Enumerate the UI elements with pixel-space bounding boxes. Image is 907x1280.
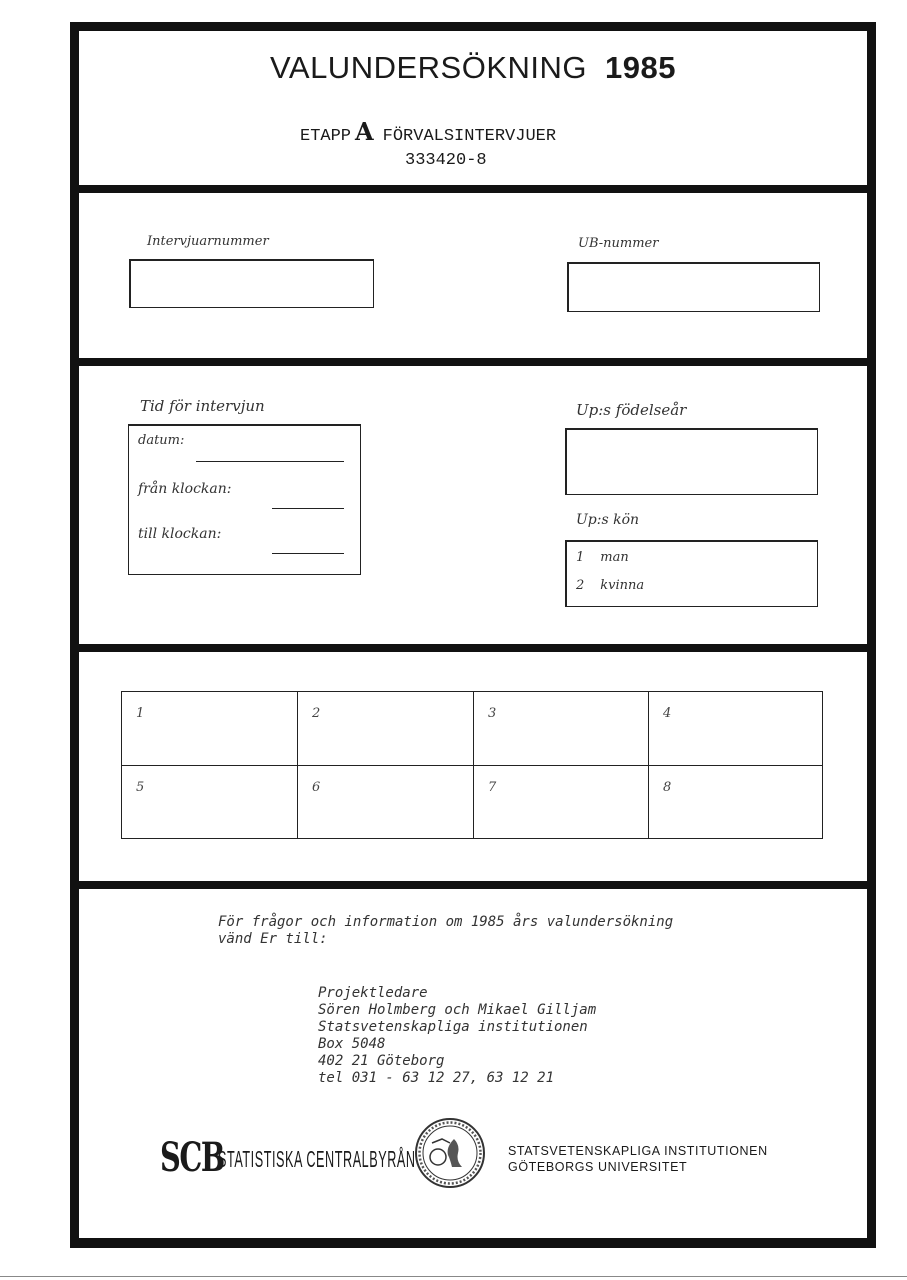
grid-cell-number: 5 (136, 780, 145, 795)
birth-year-field[interactable] (565, 428, 818, 495)
institution-line: GÖTEBORGS UNIVERSITET (508, 1160, 688, 1174)
stage-name: FÖRVALSINTERVJUER (382, 127, 557, 146)
sex-label: Up:s kön (576, 512, 640, 528)
grid-cell[interactable] (122, 766, 298, 838)
contact-phone: tel 031 - 63 12 27, 63 12 21 (318, 1070, 555, 1086)
scb-logo: SCB (160, 1134, 224, 1181)
institution-name (508, 1143, 768, 1175)
grid-cell-number: 6 (312, 780, 321, 795)
grid-cell[interactable] (649, 766, 822, 838)
from-time-field[interactable] (272, 508, 344, 509)
institution-line: STATSVETENSKAPLIGA INSTITUTIONEN (508, 1144, 768, 1158)
interviewer-number-label: Intervjuarnummer (147, 234, 269, 249)
sex-option-female-number: 2 (576, 578, 585, 593)
contact-role: Projektledare (318, 985, 428, 1001)
contact-intro-line: vänd Er till: (218, 931, 328, 947)
contact-address (318, 985, 596, 1087)
grid-cell-number: 3 (488, 706, 497, 721)
title-year: 1985 (605, 50, 676, 85)
contact-intro-line: För frågor och information om 1985 års valundersökning (218, 914, 674, 930)
birth-year-label: Up:s födelseår (576, 401, 687, 419)
ub-number-field[interactable] (567, 262, 820, 312)
contact-intro (218, 914, 673, 948)
grid-cell-number: 2 (312, 706, 321, 721)
to-time-field[interactable] (272, 553, 344, 554)
section-divider (70, 644, 876, 652)
form-code: 333420-8 (405, 151, 487, 170)
to-time-label: till klockan: (138, 526, 222, 542)
grid-cell-number: 7 (488, 780, 497, 795)
grid-cell[interactable] (298, 766, 474, 838)
grid-cell[interactable] (474, 692, 649, 766)
sex-option-male-label: man (600, 550, 629, 565)
scb-name: STATISTISKA CENTRALBYRÅN (218, 1146, 416, 1172)
interviewer-number-field[interactable] (129, 259, 374, 308)
stage-line (300, 117, 556, 146)
sex-option-male-number: 1 (576, 550, 585, 565)
date-field[interactable] (196, 461, 344, 462)
sex-option-female-label: kvinna (600, 578, 645, 593)
stage-prefix: ETAPP (300, 127, 352, 146)
form-title (79, 50, 867, 86)
interview-time-label: Tid för intervjun (140, 397, 265, 415)
contact-city: 402 21 Göteborg (318, 1053, 445, 1069)
contact-box: Box 5048 (318, 1036, 386, 1052)
page-edge-line (0, 1276, 907, 1277)
grid-cell-number: 4 (663, 706, 672, 721)
grid-cell[interactable] (122, 692, 298, 766)
contact-department: Statsvetenskapliga institutionen (318, 1019, 588, 1035)
ub-number-label: UB-nummer (578, 236, 659, 251)
numbered-grid (121, 691, 823, 839)
section-divider (70, 358, 876, 366)
section-divider (70, 185, 876, 193)
date-label: datum: (138, 433, 185, 448)
grid-cell[interactable] (298, 692, 474, 766)
grid-cell-number: 1 (136, 706, 145, 721)
section-divider (70, 881, 876, 889)
grid-cell-number: 8 (663, 780, 672, 795)
sex-option-male[interactable] (576, 550, 629, 565)
contact-names: Sören Holmberg och Mikael Gilljam (318, 1002, 597, 1018)
from-time-label: från klockan: (138, 481, 232, 497)
stage-letter: A (355, 117, 374, 146)
grid-cell[interactable] (649, 692, 822, 766)
sex-option-female[interactable] (576, 578, 644, 593)
grid-cell[interactable] (474, 766, 649, 838)
title-text: VALUNDERSÖKNING (270, 50, 588, 85)
university-seal-icon (414, 1117, 486, 1189)
